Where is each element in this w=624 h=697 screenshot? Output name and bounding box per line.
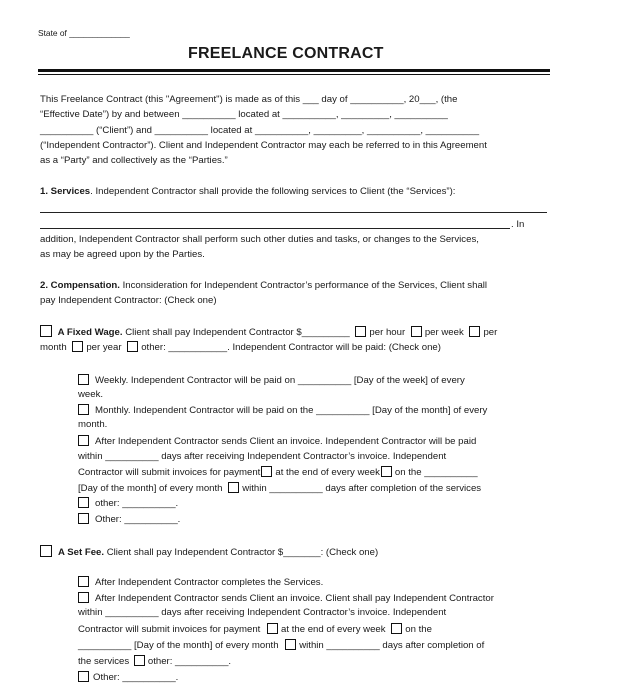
other-rate-checkbox[interactable] (127, 341, 138, 352)
per-week-label: per week (424, 327, 464, 338)
invoice-option (78, 592, 494, 604)
fixed-wage-option (40, 325, 497, 338)
services-heading: 1. Services (40, 186, 91, 197)
set-fee-text: Client shall pay Independent Contractor $_______: (Check one) (104, 547, 379, 558)
end-of-week-checkbox[interactable] (261, 466, 272, 477)
invoice-text: After Independent Contractor sends Client an invoice. Client shall pay Independent Contractor (95, 593, 494, 604)
submit-invoices-text: Contractor will submit invoices for payment (78, 467, 261, 478)
after-invoice-line (78, 482, 481, 494)
within-days-checkbox[interactable] (285, 639, 296, 650)
per-label: per (483, 327, 498, 338)
invoice-line (78, 639, 484, 651)
invoice-line (78, 623, 432, 635)
services-line: as may be agreed upon by the Parties. (40, 249, 205, 260)
per-month-checkbox[interactable] (469, 326, 480, 337)
other-label: Other: __________. (93, 672, 179, 683)
per-hour-checkbox[interactable] (355, 326, 366, 337)
end-of-week-label: at the end of every week (281, 624, 386, 635)
intro-line: as a “Party” and collectively as the “Parties.” (40, 155, 228, 166)
compensation-paragraph (40, 280, 487, 291)
services-line: addition, Independent Contractor shall perform such other duties and tasks, or changes to the Services, (40, 234, 479, 245)
month-label: month (40, 342, 67, 353)
other-checkbox[interactable] (134, 655, 145, 666)
intro-line: __________ (“Client”) and __________ located at __________, _________, __________, __________ (40, 125, 480, 136)
after-invoice-line: within __________ days after receiving Independent Contractor’s invoice. Independent (78, 451, 447, 462)
state-of-label: State of _____________ (38, 28, 130, 38)
within-days-text: within __________ days after completion of (299, 640, 485, 651)
set-fee-checkbox[interactable] (40, 545, 52, 557)
on-the-label: on the __________ (394, 467, 478, 478)
intro-line: “Effective Date”) by and between __________ located at __________, _________, __________ (40, 109, 448, 120)
monthly-checkbox[interactable] (78, 404, 89, 415)
submit-invoices-text: Contractor will submit invoices for payment (78, 624, 261, 635)
intro-line: This Freelance Contract (this "Agreement") is made as of this ___ day of __________, 20___, (the (40, 94, 458, 105)
fixed-wage-line-2 (40, 341, 441, 353)
end-of-week-checkbox[interactable] (267, 623, 278, 634)
per-week-checkbox[interactable] (411, 326, 422, 337)
weekly-checkbox[interactable] (78, 374, 89, 385)
title-rule-thin (38, 74, 550, 75)
on-the-checkbox[interactable] (391, 623, 402, 634)
other-option (78, 497, 178, 509)
services-in-text: . In (511, 219, 525, 230)
other-checkbox[interactable] (78, 513, 89, 524)
other-checkbox[interactable] (78, 497, 89, 508)
monthly-text: Monthly. Independent Contractor will be paid on the __________ [Day of the month] of every (95, 405, 488, 416)
set-fee-option (40, 545, 378, 558)
end-of-week-label: at the end of every week (275, 467, 380, 478)
completes-checkbox[interactable] (78, 576, 89, 587)
invoice-line: within __________ days after receiving Independent Contractor’s invoice. Independent (78, 607, 447, 618)
other-label: other: __________. (95, 498, 179, 509)
other-label: other: __________. (147, 656, 232, 667)
the-services-text: the services (78, 656, 130, 667)
page-title: FREELANCE CONTRACT (188, 45, 384, 62)
compensation-heading: 2. Compensation. (40, 280, 120, 291)
completes-text: After Independent Contractor completes the Services. (95, 577, 324, 588)
set-fee-heading: A Set Fee. (58, 547, 105, 558)
monthly-text-cont: month. (78, 419, 108, 430)
within-days-checkbox[interactable] (228, 482, 239, 493)
invoice-checkbox[interactable] (78, 592, 89, 603)
intro-line: (“Independent Contractor”). Client and Independent Contractor may each be referred to in this Agreement (40, 140, 487, 151)
services-blank-line[interactable] (40, 228, 510, 229)
title-rule-thick (38, 69, 550, 72)
after-invoice-checkbox[interactable] (78, 435, 89, 446)
weekly-text: Weekly. Independent Contractor will be paid on __________ [Day of the week] of every (95, 375, 465, 386)
compensation-text: Inconsideration for Independent Contractor’s performance of the Services, Client shall (119, 280, 488, 291)
fixed-wage-checkbox[interactable] (40, 325, 52, 337)
after-invoice-line (78, 466, 478, 478)
weekly-option (78, 374, 465, 386)
compensation-line: pay Independent Contractor: (Check one) (40, 295, 217, 306)
within-days-text: within __________ days after completion of the services (242, 483, 482, 494)
per-hour-label: per hour (369, 327, 406, 338)
set-fee-other-option (78, 671, 178, 683)
services-text: . Independent Contractor shall provide the following services to Client (the “Services”): (90, 186, 456, 197)
monthly-option (78, 404, 487, 416)
services-paragraph (40, 186, 455, 197)
per-year-label: per year (86, 342, 122, 353)
after-invoice-option (78, 435, 476, 447)
other-label: Other: __________. (95, 514, 181, 525)
services-blank-line[interactable] (40, 212, 547, 213)
per-year-checkbox[interactable] (72, 341, 83, 352)
other-option (78, 513, 180, 525)
on-the-label: on the (405, 624, 432, 635)
on-the-checkbox[interactable] (381, 466, 392, 477)
invoice-line (78, 655, 231, 667)
fixed-wage-heading: A Fixed Wage. (57, 327, 123, 338)
other-rate-label: other: ___________. Independent Contractor will be paid: (Check one) (141, 342, 441, 353)
other-checkbox[interactable] (78, 671, 89, 682)
day-of-month-text: __________ [Day of the month] of every month (78, 640, 279, 651)
after-invoice-text: After Independent Contractor sends Client an invoice. Independent Contractor will be paid (95, 436, 477, 447)
completes-option (78, 576, 323, 588)
day-of-month-text: [Day of the month] of every month (78, 483, 223, 494)
weekly-text-cont: week. (78, 389, 104, 400)
fixed-wage-text: Client shall pay Independent Contractor $_________ (122, 327, 350, 338)
